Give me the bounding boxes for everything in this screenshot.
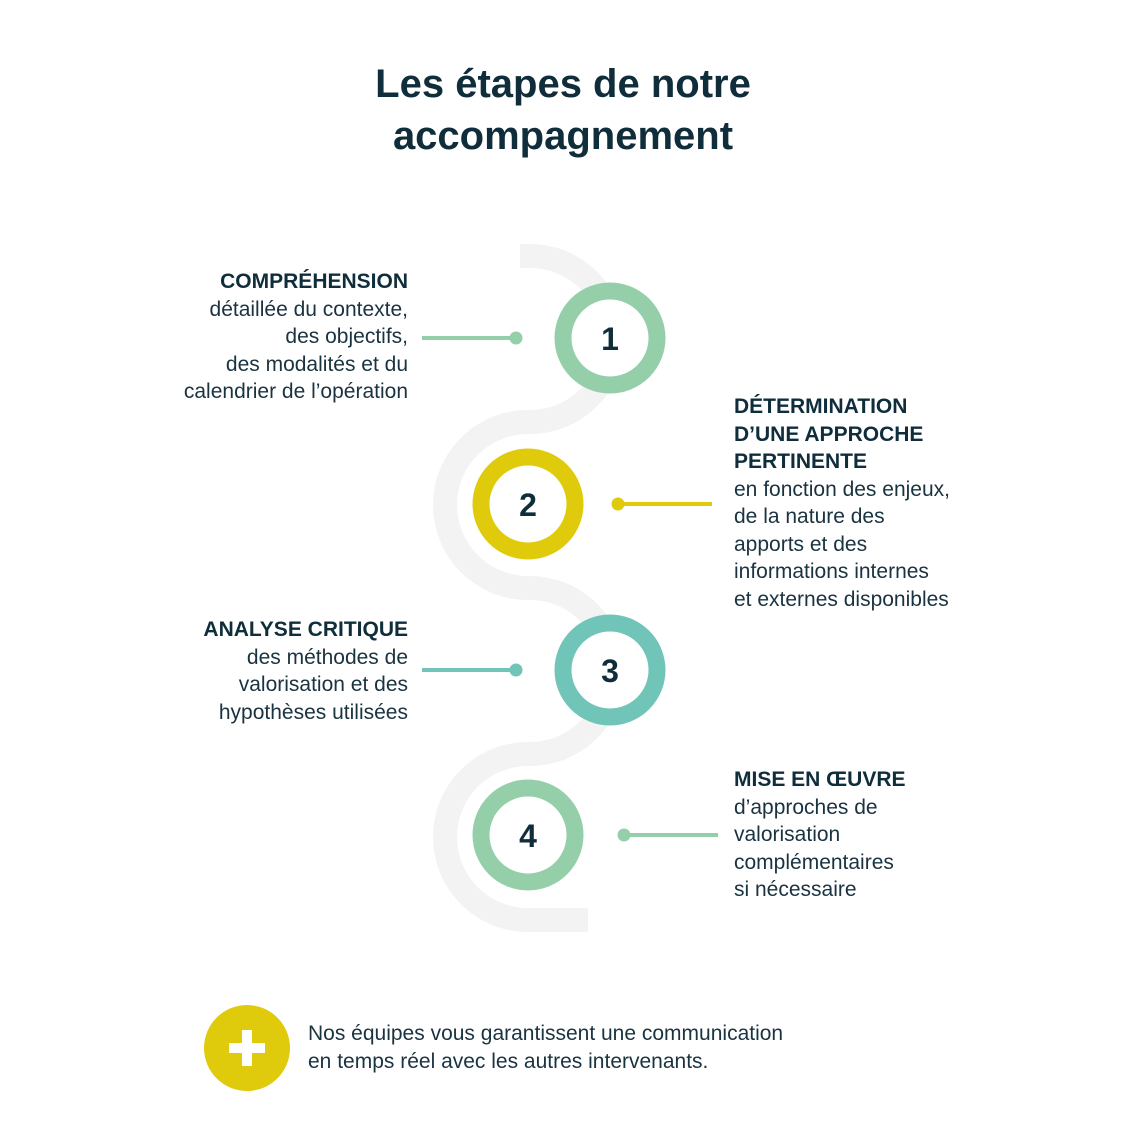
step-4-line-3: complémentaires [734, 850, 894, 874]
step-3-heading: ANALYSE CRITIQUE [203, 618, 408, 641]
step-4-heading: MISE EN ŒUVRE [734, 768, 906, 791]
step-2-number: 2 [519, 487, 537, 523]
title-line-2: accompagnement [392, 114, 734, 158]
step-1-line-1: détaillée du contexte, [209, 297, 408, 321]
step-2-line-2: de la nature des [734, 505, 885, 528]
footer-note [308, 1020, 948, 1075]
plus-icon [204, 1005, 290, 1091]
step-4-marker [481, 788, 718, 882]
footer-line-2: en temps réel avec les autres intervenants. [308, 1049, 709, 1073]
step-3-marker [422, 623, 657, 717]
step-4-number: 4 [519, 818, 537, 854]
step-2-heading-3: PERTINENTE [734, 450, 868, 473]
step-3-number: 3 [601, 653, 619, 689]
footer-line-1: Nos équipes vous garantissent une communication [308, 1022, 784, 1045]
step-1-number: 1 [601, 321, 619, 357]
step-4-line-2: valorisation [734, 823, 841, 846]
step-1-heading: COMPRÉHENSION [220, 270, 408, 293]
step-4-connector-dot [618, 829, 631, 842]
step-2-line-5: et externes disponibles [734, 587, 949, 611]
step-3-line-1: des méthodes de [246, 645, 408, 669]
step-4-text [734, 766, 1034, 904]
step-1-line-2: des objectifs, [285, 325, 408, 348]
step-3-line-3: hypothèses utilisées [218, 700, 408, 724]
step-2-line-4: informations internes [734, 560, 929, 583]
step-2-line-1: en fonction des enjeux, [734, 477, 950, 501]
step-2-marker [481, 457, 712, 551]
step-3-line-2: valorisation et des [238, 673, 408, 696]
step-1-text [100, 268, 408, 406]
step-1-line-3: des modalités et du [225, 352, 408, 376]
step-1-connector-dot [510, 332, 523, 345]
step-2-heading-1: DÉTERMINATION [734, 395, 908, 418]
step-3-text [100, 616, 408, 726]
step-4-line-4: si nécessaire [734, 878, 857, 901]
step-4-line-1: d’approches de [734, 795, 878, 819]
step-2-line-3: apports et des [734, 532, 868, 556]
step-1-line-4: calendrier de l’opération [183, 380, 408, 403]
step-2-connector-dot [612, 498, 625, 511]
step-3-connector-dot [510, 664, 523, 677]
step-2-heading-2: D’UNE APPROCHE [734, 422, 924, 446]
title-line-1: Les étapes de notre [375, 62, 751, 106]
step-1-marker [422, 291, 657, 385]
step-2-text [734, 393, 1034, 613]
